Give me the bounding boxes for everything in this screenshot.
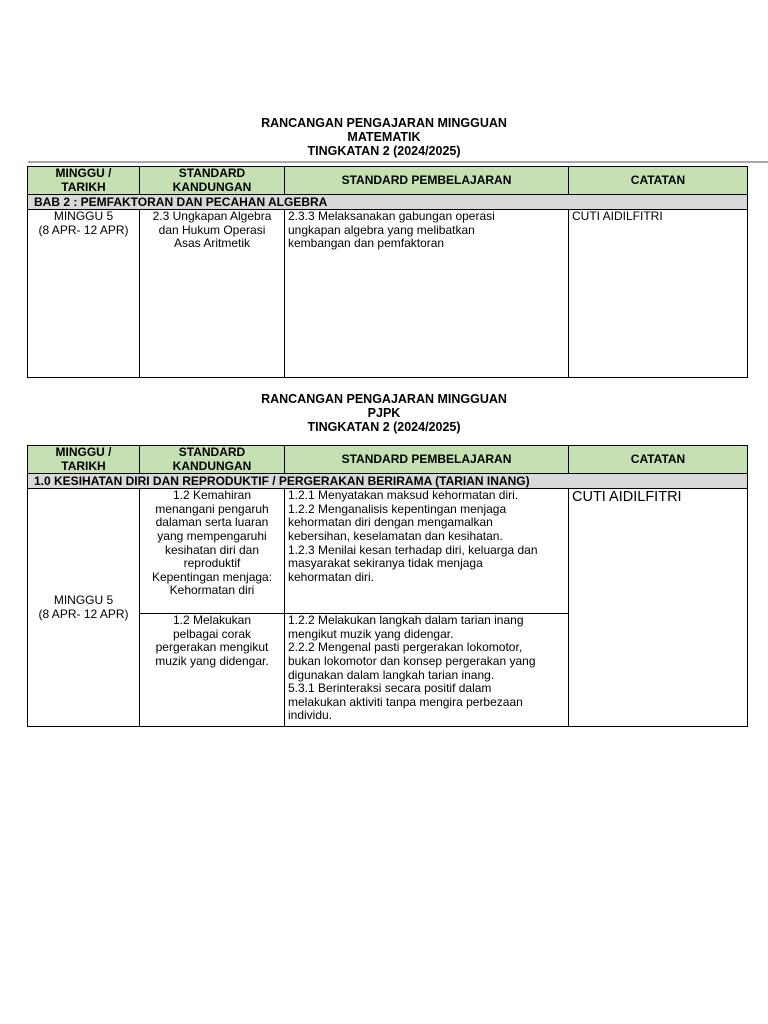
header-minggu-tarikh: [28, 446, 140, 474]
cell-line: Kehormatan diri: [169, 583, 255, 598]
cell-line: kebersihan, keselamatan dan kesihatan.: [288, 528, 503, 543]
cell-line: mengikut muzik yang didengar.: [288, 626, 454, 641]
plan1-subject: MATEMATIK: [347, 130, 421, 144]
cell-standard-kandungan: [140, 614, 285, 727]
cell-line: 2.3 Ungkapan Algebra: [152, 209, 272, 224]
cell-line: kembangan dan pemfaktoran: [288, 236, 445, 251]
cell-line: menangani pengaruh: [155, 501, 269, 516]
date-range: (8 APR- 12 APR): [38, 222, 129, 237]
cell-line: masyarakat sekiranya tidak menjaga: [288, 556, 483, 571]
header-standard-pembelajaran: STANDARD PEMBELAJARAN: [285, 446, 569, 474]
cell-standard-pembelajaran: [285, 210, 569, 378]
cell-line: melakukan aktiviti tanpa mengira perbezaan: [288, 694, 523, 709]
cell-line: 5.3.1 Berinteraksi secara positif dalam: [288, 681, 492, 696]
cell-line: 1.2.3 Menilai kesan terhadap diri, keluarga dan: [288, 542, 538, 557]
section-title: 1.0 KESIHATAN DIRI DAN REPRODUKTIF / PERGERAKAN BERIRAMA (TARIAN INANG): [28, 474, 748, 489]
cell-line: 1.2 Melakukan: [172, 613, 252, 628]
cell-standard-pembelajaran: [285, 489, 569, 614]
cell-line: 1.2.2 Melakukan langkah dalam tarian inang: [288, 613, 524, 628]
cell-line: pergerakan mengikut: [155, 640, 269, 655]
week-label: MINGGU 5: [53, 209, 114, 224]
header-catatan: CATATAN: [569, 446, 748, 474]
cell-line: Asas Aritmetik: [173, 236, 251, 251]
cell-line: reproduktif: [183, 556, 241, 571]
plan2-title: [0, 392, 768, 434]
plan2-form-year: TINGKATAN 2 (2024/2025): [307, 420, 461, 434]
header-text: TARIKH: [61, 458, 106, 473]
cell-standard-kandungan: [140, 489, 285, 614]
cell-line: dalaman serta luaran: [155, 515, 269, 530]
plan1-title-line: RANCANGAN PENGAJARAN MINGGUAN: [261, 116, 507, 130]
cell-line: individu.: [288, 708, 333, 723]
cell-line: ungkapan algebra yang melibatkan: [288, 222, 475, 237]
cell-line: kehormatan diri dengan mengamalkan: [288, 515, 493, 530]
cell-line: yang mempengaruhi: [157, 528, 267, 543]
header-text: STANDARD: [178, 445, 246, 459]
header-text: MINGGU /: [55, 166, 112, 180]
cell-line: bukan lokomotor dan konsep pergerakan yang: [288, 653, 536, 668]
plan2-header-row: [28, 446, 748, 474]
header-text: MINGGU /: [55, 445, 112, 459]
header-standard-kandungan: [140, 446, 285, 474]
cell-line: dan Hukum Operasi: [158, 222, 266, 237]
cell-minggu: [28, 489, 140, 727]
cell-line: 1.2.1 Menyatakan maksud kehormatan diri.: [288, 488, 519, 503]
plan1-header-row: [28, 167, 748, 195]
plan2-title-line: RANCANGAN PENGAJARAN MINGGUAN: [261, 392, 507, 406]
cell-line: 1.2.2 Menganalisis kepentingan menjaga: [288, 501, 507, 516]
cell-line: Kepentingan menjaga:: [151, 569, 273, 584]
header-text: STANDARD: [178, 166, 246, 180]
plan1-form-year: TINGKATAN 2 (2024/2025): [307, 144, 461, 158]
header-text: KANDUNGAN: [172, 179, 252, 194]
cell-line: 1.2 Kemahiran: [172, 488, 252, 503]
header-text: KANDUNGAN: [172, 458, 252, 473]
cell-line: kesihatan diri dan: [164, 542, 260, 557]
date-range: (8 APR- 12 APR): [38, 606, 129, 621]
table-row: [28, 210, 748, 378]
table-row: [28, 489, 748, 614]
header-rule: [28, 161, 768, 163]
header-minggu-tarikh: [28, 167, 140, 195]
cell-line: kehormatan diri.: [288, 569, 375, 584]
cell-standard-pembelajaran: [285, 614, 569, 727]
cell-minggu: [28, 210, 140, 378]
cell-line: 2.2.2 Mengenal pasti pergerakan lokomotor,: [288, 640, 523, 655]
plan2-section-row: [28, 474, 748, 489]
cell-line: digunakan dalam langkah tarian inang.: [288, 667, 495, 682]
header-catatan: CATATAN: [569, 167, 748, 195]
section-title: BAB 2 : PEMFAKTORAN DAN PECAHAN ALGEBRA: [28, 195, 748, 210]
header-standard-kandungan: [140, 167, 285, 195]
plan2-table: [27, 445, 748, 727]
cell-line: 2.3.3 Melaksanakan gabungan operasi: [288, 209, 495, 224]
header-standard-pembelajaran: STANDARD PEMBELAJARAN: [285, 167, 569, 195]
plan1-table: [27, 166, 748, 378]
cell-catatan: CUTI AIDILFITRI: [569, 210, 748, 378]
plan2-subject: PJPK: [367, 406, 401, 420]
plan1-title: [0, 116, 768, 158]
cell-standard-kandungan: [140, 210, 285, 378]
header-text: TARIKH: [61, 179, 106, 194]
week-label: MINGGU 5: [53, 593, 114, 608]
cell-line: pelbagai corak: [172, 626, 252, 641]
cell-catatan: CUTI AIDILFITRI: [569, 489, 748, 727]
cell-line: muzik yang didengar.: [155, 653, 269, 668]
plan1-section-row: [28, 195, 748, 210]
